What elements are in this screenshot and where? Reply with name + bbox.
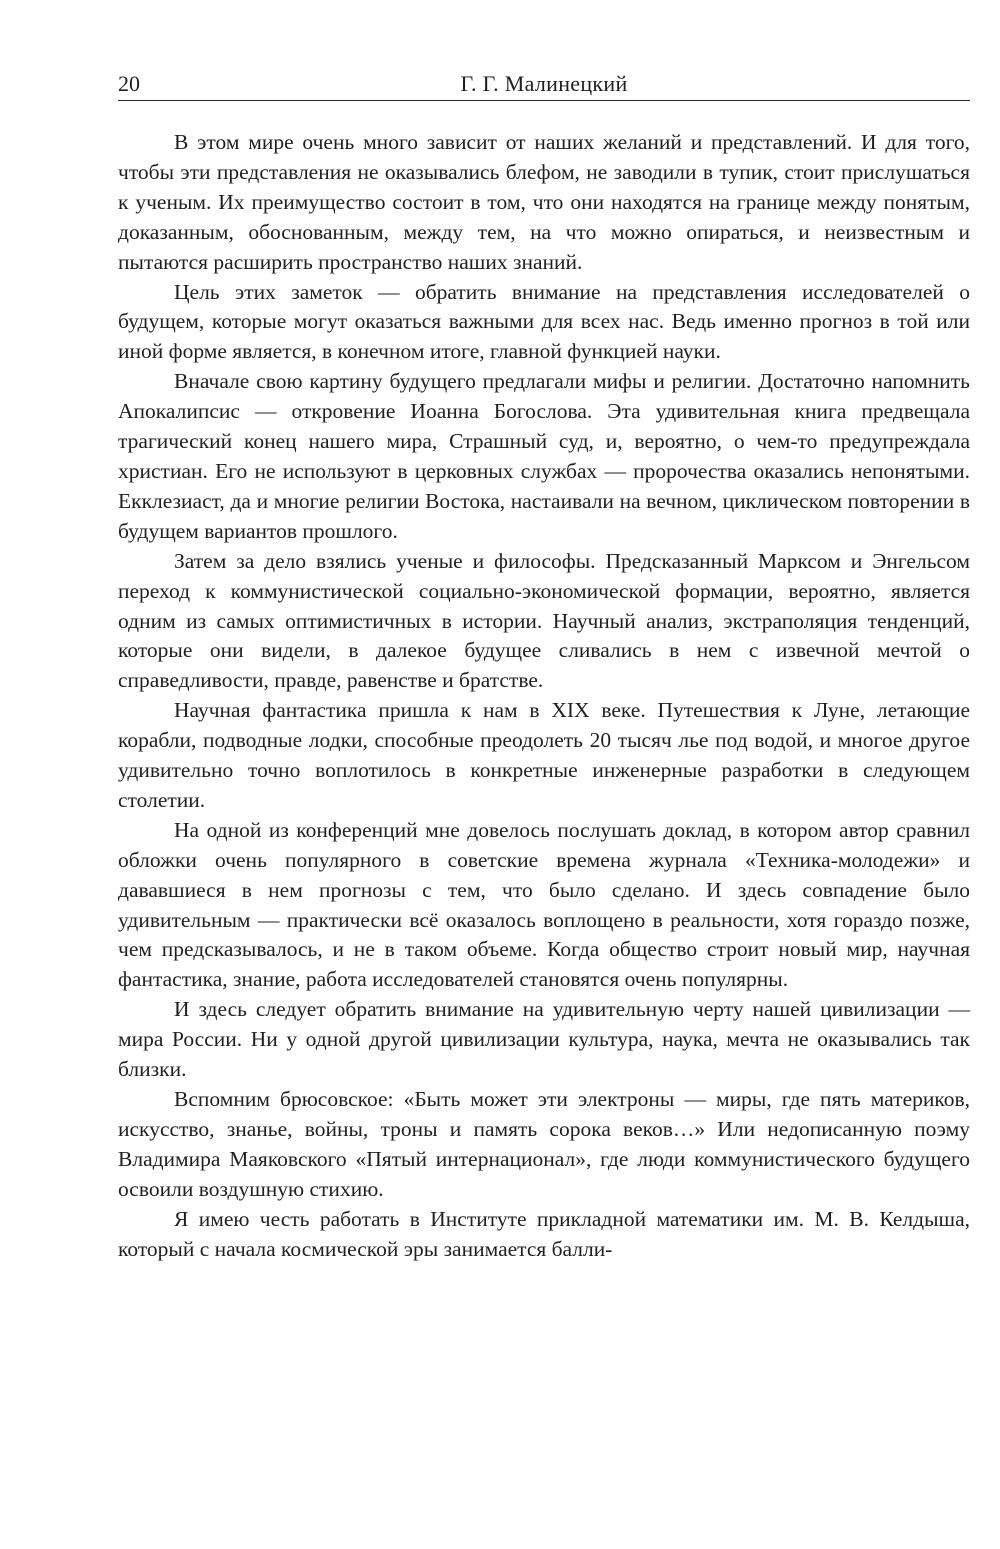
- book-page: [118, 66, 970, 1261]
- paragraph-4: Затем за дело взялись ученые и философы. Предсказанный Марксом и Энгельсом переход к коммунистической социально-экономической формации, вероятно, является одним из самых оптимистичных в истории. Научный анализ, экстраполяция тенденций, которые они видели, в далекое будущее сливались в нем с извечной мечтой о справедливости, правде, равенстве и братстве.: [118, 548, 970, 693]
- paragraph-5: Научная фантастика пришла к нам в XIX веке. Путешествия к Луне, летающие корабли, подводные лодки, способные преодолеть 20 тысяч лье под водой, и многое другое удивительно точно воплотилось в конкретные инженерные разработки в следующем столетии.: [118, 698, 970, 812]
- paragraph-2: Цель этих заметок — обратить внимание на представления исследователей о будущем, которые могут оказаться важными для всех нас. Ведь именно прогноз в той или иной форме является, в конечном итоге, главной функцией науки.: [118, 279, 970, 364]
- running-head: [118, 66, 970, 102]
- paragraph-9: Я имею честь работать в Институте прикладной математики им. М. В. Келдыша, который с начала космической эры занимается балли-: [118, 1206, 970, 1261]
- paragraph-1: В этом мире очень много зависит от наших желаний и представлений. И для того, чтобы эти представления не оказывались блефом, не заводили в тупик, стоит прислушаться к ученым. Их преимущество состоит в том, что они находятся на границе между понятым, доказанным, обоснованным, между тем, на что можно опираться, и неизвестным и пытаются расширить пространство наших знаний.: [118, 130, 970, 274]
- running-title-author: Г. Г. Малинецкий: [460, 71, 628, 96]
- paragraph-7: И здесь следует обратить внимание на удивительную черту нашей цивилизации — мира России. Ни у одной другой цивилизации культура, наука, мечта не оказывались так близки.: [118, 997, 970, 1082]
- body-text: [118, 128, 970, 1264]
- paragraph-8: Вспомним брюсовское: «Быть может эти электроны — миры, где пять материков, искусство, знанье, войны, троны и память сорока веков…» Или недописанную поэму Владимира Маяковского «Пятый интернационал», где люди коммунистического будущего освоили воздушную стихию.: [118, 1087, 970, 1201]
- paragraph-3: Вначале свою картину будущего предлагали мифы и религии. Достаточно напомнить Апокалипсис — откровение Иоанна Богослова. Эта удивительная книга предвещала трагический конец нашего мира, Страшный суд, и, вероятно, о чем-то предупреждала христиан. Его не используют в церковных службах — пророчества оказались непонятыми. Екклезиаст, да и многие религии Востока, настаивали на вечном, циклическом повторении в будущем вариантов прошлого.: [118, 369, 970, 543]
- header-rule: [118, 100, 970, 101]
- paragraph-6: На одной из конференций мне довелось послушать доклад, в котором автор сравнил обложки очень популярного в советские времена журнала «Техника-молодежи» и дававшиеся в нем прогнозы с тем, что было сделано. И здесь совпадение было удивительным — практически всё оказалось воплощено в реальности, хотя гораздо позже, чем предсказывалось, и не в таком объеме. Когда общество строит новый мир, научная фантастика, знание, работа исследователей становятся очень популярны.: [118, 817, 970, 992]
- page-number: 20: [118, 71, 140, 96]
